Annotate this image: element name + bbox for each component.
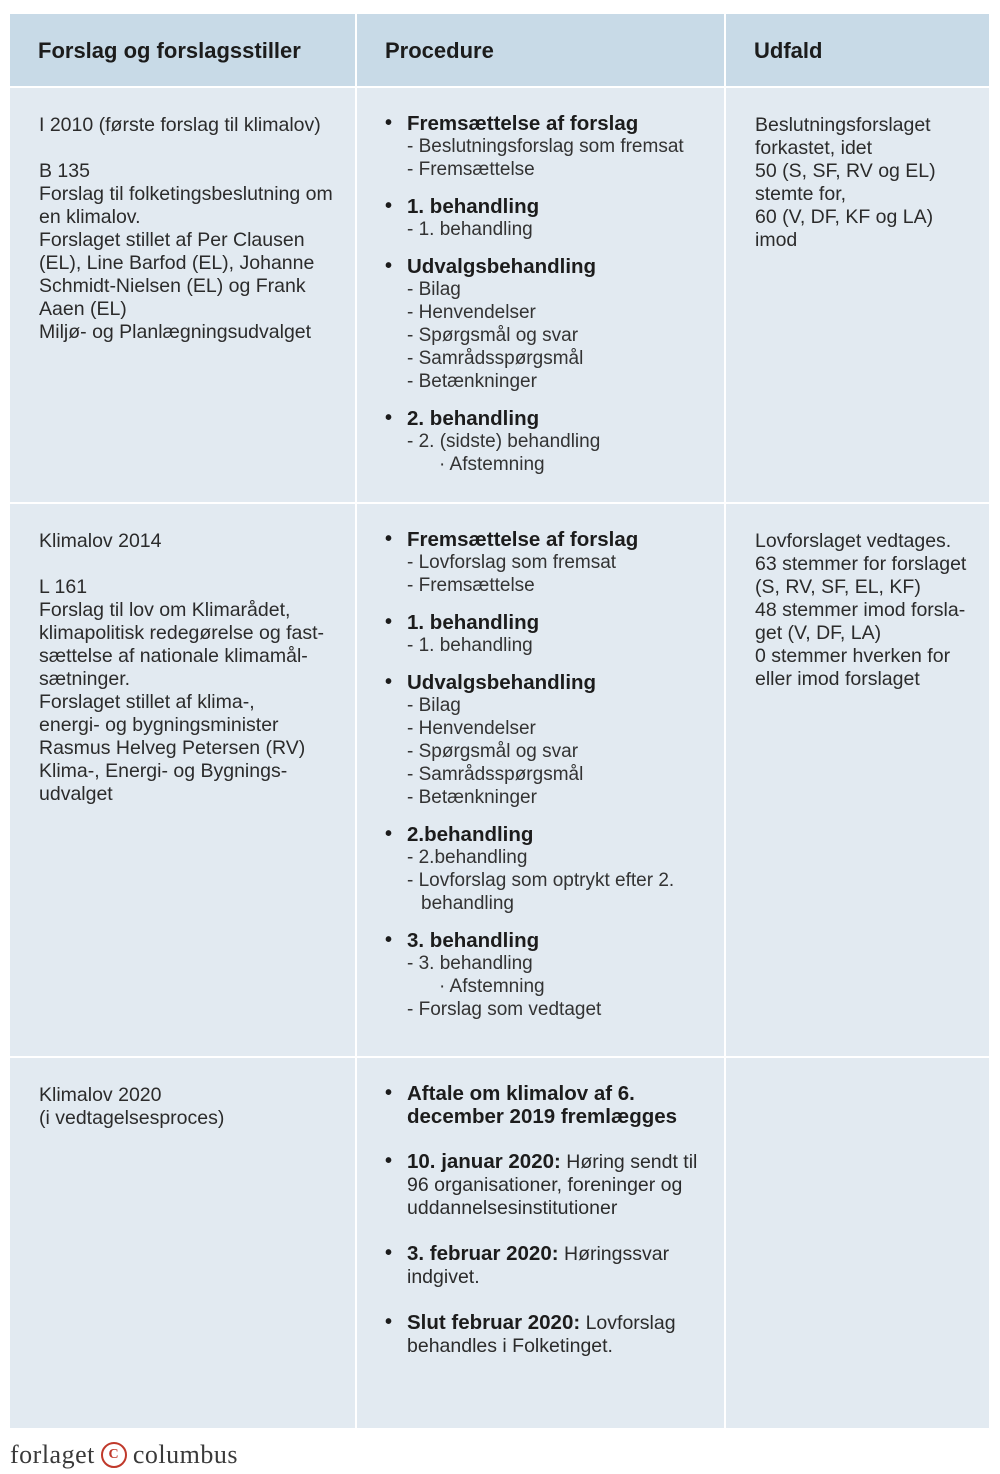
procedure-substep <box>407 717 724 740</box>
procedure-step-heading <box>407 929 724 952</box>
procedure-step <box>385 611 724 657</box>
procedure-step <box>385 407 724 476</box>
procedure-substep <box>407 694 724 717</box>
procedure-step-heading <box>407 1311 724 1358</box>
procedure-substep-text: - Samrådsspørgsmål <box>407 348 584 369</box>
bullet-icon: • <box>385 1242 393 1264</box>
bullet-icon: • <box>385 929 393 951</box>
row-2014-proposal <box>10 504 355 1056</box>
procedure-substep-text: - Henvendelser <box>407 718 536 739</box>
publisher-logo <box>10 1440 238 1470</box>
procedure-step-heading <box>407 112 724 135</box>
procedure-substep <box>407 763 724 786</box>
proposal-text: I 2010 (første forslag til klimalov) B 135 Forslag til folketingsbeslutning om en klimalov. Forslaget stillet af Per Clausen (EL), Line Barfod (EL), Johanne Schmidt-Nielsen (EL) og Frank Aaen (EL) Miljø- og Planlægningsudvalget <box>39 114 333 343</box>
procedure-substep-text: - 3. behandling <box>407 953 533 974</box>
procedure-step-heading <box>407 255 724 278</box>
procedure-substep-text: - Forslag som vedtaget <box>407 999 602 1020</box>
procedure-step-title: Fremsættelse af forslag <box>407 528 639 551</box>
procedure-substep <box>407 786 724 809</box>
procedure-substep <box>407 301 724 324</box>
procedure-step-title: 1. behandling <box>407 611 540 634</box>
procedure-step-title: Aftale om klimalov af 6. december 2019 fremlægges <box>407 1082 678 1128</box>
procedure-substep-text: - 1. behandling <box>407 219 533 240</box>
row-2020-procedure <box>357 1058 724 1428</box>
procedure-substep-text: - Spørgsmål og svar <box>407 741 579 762</box>
procedure-substep <box>407 347 724 370</box>
procedure-substep <box>407 278 724 301</box>
procedure-substep <box>407 869 724 915</box>
publisher-name-right: columbus <box>132 1440 238 1469</box>
procedure-step-heading <box>407 1150 724 1220</box>
procedure-substep <box>407 324 724 347</box>
procedure-step-heading <box>407 823 724 846</box>
procedure-step-title: Udvalgsbehandling <box>407 255 597 278</box>
procedure-step-title: Udvalgsbehandling <box>407 671 597 694</box>
bullet-icon: • <box>385 1150 393 1172</box>
procedure-substep-text: - Fremsættelse <box>407 159 535 180</box>
row-2014-outcome <box>726 504 989 1056</box>
procedure-substep-text: - 2. (sidste) behandling <box>407 431 601 452</box>
procedure-substep-text: - Fremsættelse <box>407 575 535 596</box>
outcome-text: Beslutningsforslaget forkastet, idet 50 (S, SF, RV og EL) stemte for, 60 (V, DF, KF og LA) imod <box>755 114 936 251</box>
procedure-step-detail: Høring sendt til 96 organisationer, foreninger og uddannelsesinstitutioner <box>407 1151 698 1219</box>
procedure-substep-text: - Lovforslag som fremsat <box>407 552 617 573</box>
row-2010-outcome <box>726 88 989 502</box>
procedure-substep-text: - Bilag <box>407 695 461 716</box>
procedure-step-title: 2. behandling <box>407 407 540 430</box>
procedure-step-title: 10. januar 2020: <box>407 1150 561 1173</box>
procedure-step-detail: Høringssvar indgivet. <box>407 1243 670 1288</box>
procedure-step-heading <box>407 528 724 551</box>
copyright-c-icon: C <box>101 1442 127 1468</box>
row-2020-proposal <box>10 1058 355 1428</box>
procedure-substep <box>407 975 724 998</box>
publisher-name-left: forlaget <box>10 1440 95 1469</box>
header-outcome: Udfald <box>726 14 989 86</box>
procedure-substep <box>407 430 724 453</box>
row-2010-proposal <box>10 88 355 502</box>
procedure-step <box>385 1242 724 1289</box>
procedure-step <box>385 1082 724 1128</box>
procedure-substep <box>407 634 724 657</box>
proposal-text: Klimalov 2020 (i vedtagelsesproces) <box>39 1084 225 1129</box>
procedure-substep <box>407 135 724 158</box>
bullet-icon: • <box>385 1082 393 1104</box>
bullet-icon: • <box>385 528 393 550</box>
procedure-step-heading <box>407 407 724 430</box>
procedure-step-title: 3. februar 2020: <box>407 1242 559 1265</box>
procedure-substep <box>407 574 724 597</box>
procedure-step-title: 3. behandling <box>407 929 540 952</box>
procedure-substep <box>407 453 724 476</box>
procedure-step-heading <box>407 671 724 694</box>
procedure-substep <box>407 846 724 869</box>
row-2010-procedure <box>357 88 724 502</box>
procedure-substep-text: - Beslutningsforslag som fremsat <box>407 136 684 157</box>
procedure-substep-text: - Spørgsmål og svar <box>407 325 579 346</box>
procedure-step <box>385 823 724 915</box>
bullet-icon: • <box>385 112 393 134</box>
procedure-substep <box>407 370 724 393</box>
procedure-step-title: 2.behandling <box>407 823 534 846</box>
bullet-icon: • <box>385 407 393 429</box>
header-proposal: Forslag og forslagsstiller <box>10 14 355 86</box>
procedure-step-title: 1. behandling <box>407 195 540 218</box>
procedure-step-heading <box>407 195 724 218</box>
procedure-substep-text: · Afstemning <box>439 454 545 475</box>
procedure-substep-continuation: behandling <box>421 893 514 914</box>
procedure-substep <box>407 551 724 574</box>
procedure-step-title: Fremsættelse af forslag <box>407 112 639 135</box>
procedure-substep-text: - Betænkninger <box>407 787 537 808</box>
procedure-step <box>385 671 724 809</box>
procedure-step <box>385 195 724 241</box>
bullet-icon: • <box>385 195 393 217</box>
procedure-table <box>10 14 987 1426</box>
procedure-substep-text: - Samrådsspørgsmål <box>407 764 584 785</box>
procedure-step <box>385 1150 724 1220</box>
procedure-substep <box>407 218 724 241</box>
procedure-substep <box>407 952 724 975</box>
header-procedure: Procedure <box>357 14 724 86</box>
procedure-substep-text: - Lovforslag som optrykt efter 2. <box>407 870 675 891</box>
bullet-icon: • <box>385 611 393 633</box>
outcome-text: Lovforslaget vedtages. 63 stemmer for forslaget (S, RV, SF, EL, KF) 48 stemmer imod forsla- get (V, DF, LA) 0 stemmer hverken for eller imod forslaget <box>755 530 967 690</box>
procedure-substep-text: - Bilag <box>407 279 461 300</box>
bullet-icon: • <box>385 1311 393 1333</box>
procedure-step <box>385 255 724 393</box>
procedure-step <box>385 528 724 597</box>
procedure-step-detail: Lovforslag behandles i Folketinget. <box>407 1312 676 1357</box>
procedure-step <box>385 112 724 181</box>
bullet-icon: • <box>385 823 393 845</box>
procedure-substep-text: · Afstemning <box>439 976 545 997</box>
bullet-icon: • <box>385 255 393 277</box>
outcome-text <box>726 1058 989 1084</box>
procedure-substep-text: - Betænkninger <box>407 371 537 392</box>
bullet-icon: • <box>385 671 393 693</box>
procedure-substep <box>407 158 724 181</box>
procedure-substep-text: - Henvendelser <box>407 302 536 323</box>
procedure-substep-text: - 2.behandling <box>407 847 528 868</box>
procedure-substep-text: - 1. behandling <box>407 635 533 656</box>
proposal-text: Klimalov 2014 L 161 Forslag til lov om Klimarådet, klimapolitisk redegørelse og fast- sættelse af nationale klimamål- sætninger. Forslaget stillet af klima-, energi- og bygningsminister Rasmus Helveg Petersen (RV) Klima-, Energi- og Bygnings- udvalget <box>39 530 325 805</box>
procedure-step-heading <box>407 1242 724 1289</box>
procedure-step-heading <box>407 611 724 634</box>
procedure-step <box>385 1311 724 1358</box>
procedure-step-title: Slut februar 2020: <box>407 1311 581 1334</box>
procedure-step <box>385 929 724 1021</box>
row-2014-procedure <box>357 504 724 1056</box>
procedure-substep <box>407 998 724 1021</box>
procedure-step-heading <box>407 1082 724 1128</box>
procedure-substep <box>407 740 724 763</box>
row-2020-outcome <box>726 1058 989 1428</box>
